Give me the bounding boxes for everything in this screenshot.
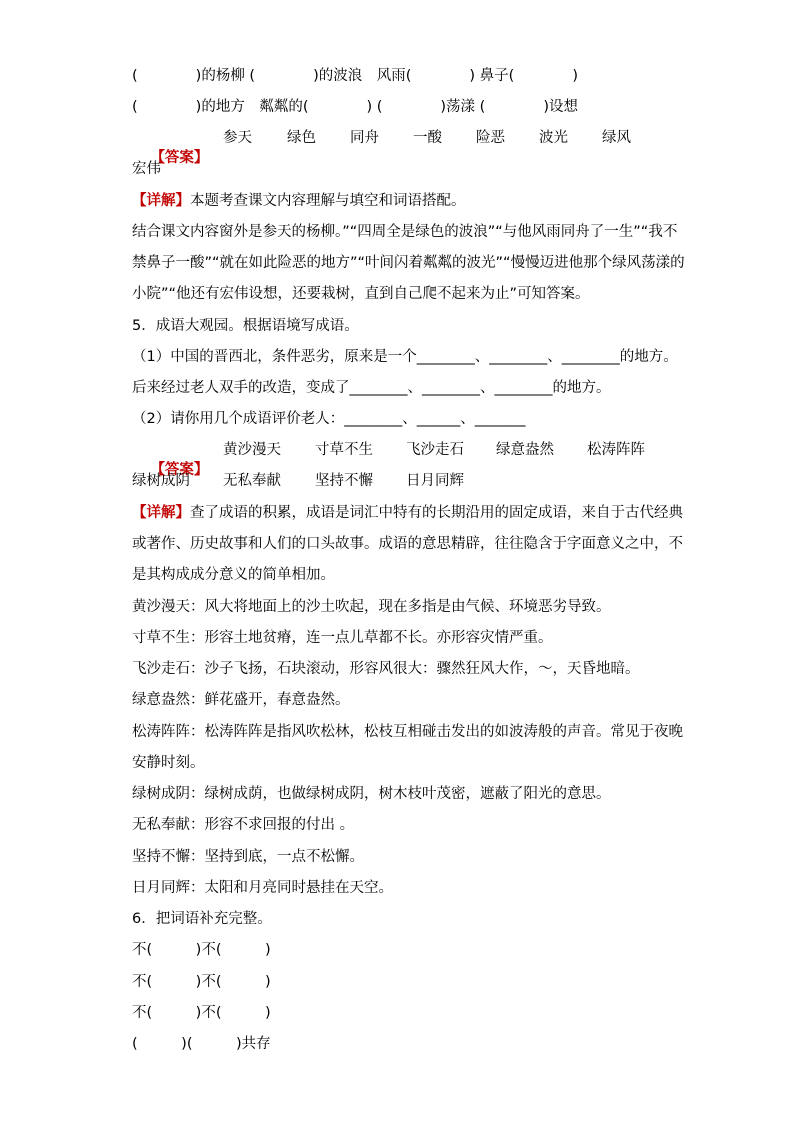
answer-row-1-cont: 宏伟 — [132, 161, 161, 177]
question-5-line-1: （1）中国的晋西北，条件恶劣，原来是一个________、________、________的地方。 — [132, 349, 678, 365]
detail-5-line-8: 松涛阵阵：松涛阵阵是指风吹松林，松枝互相碰击发出的如波涛般的声音。常见于夜晚 — [132, 724, 683, 740]
detail-1-line-4: 小院”“他还有宏伟设想，还要栽树，直到自己爬不起来为止”可知答案。 — [132, 286, 590, 302]
question-6-line-2: 不( )不( ) — [132, 974, 271, 990]
question-5-line-3: （2）请你用几个成语评价老人：________、______、_______ — [132, 411, 526, 427]
answer-word: 一酸 — [413, 130, 442, 146]
detail-5-line-4: 黄沙漫天：风大将地面上的沙土吹起，现在多指是由气候、环境恶劣导致。 — [132, 599, 611, 615]
detail-5-line-1 — [132, 503, 683, 523]
answer-tag: 【答案】 — [150, 462, 209, 478]
answer-word: 日月同辉 — [406, 473, 464, 489]
answer-word: 无私奉献 — [223, 473, 281, 489]
fill-line-1: ( )的杨柳 ( )的波浪 风雨( ) 鼻子( ) — [132, 68, 578, 84]
answer-word: 寸草不生 — [315, 442, 373, 458]
answer-tag: 【答案】 — [150, 150, 209, 166]
detail-5-line-7: 绿意盎然：鲜花盛开，春意盎然。 — [132, 692, 350, 708]
answer-word: 波光 — [539, 130, 568, 146]
detail-tag: 【详解】 — [132, 505, 190, 521]
question-5-line-2: 后来经过老人双手的改造，变成了________、________、________的地方。 — [132, 380, 611, 396]
detail-5-line-11: 无私奉献：形容不求回报的付出 。 — [132, 817, 355, 833]
detail-5-line-6: 飞沙走石：沙子飞扬，石块滚动，形容风很大：骤然狂风大作，～，天昏地暗。 — [132, 661, 640, 677]
question-6-line-3: 不( )不( ) — [132, 1005, 271, 1021]
answer-word: 坚持不懈 — [315, 473, 373, 489]
detail-5-line-3: 是其构成成分意义的简单相加。 — [132, 567, 335, 583]
detail-5-line-13: 日月同辉：太阳和月亮同时悬挂在天空。 — [132, 880, 393, 896]
detail-5-line-2: 或著作、历史故事和人们的口头故事。成语的意思精辟，往往隐含于字面意义之中，不 — [132, 536, 683, 552]
detail-5-line-10: 绿树成阴：绿树成荫，也做绿树成阴，树木枝叶茂密，遮蔽了阳光的意思。 — [132, 786, 611, 802]
answer-word: 飞沙走石 — [406, 442, 464, 458]
answer-word: 参天 — [223, 130, 252, 146]
answer-word: 险恶 — [476, 130, 505, 146]
detail-5-line-12: 坚持不懈：坚持到底，一点不松懈。 — [132, 849, 364, 865]
detail-text: 查了成语的积累，成语是词汇中特有的长期沿用的固定成语，来自于古代经典 — [190, 505, 683, 521]
detail-text: 本题考查课文内容理解与填空和词语搭配。 — [190, 193, 466, 209]
detail-1-line-1 — [132, 191, 466, 211]
question-6-line-4: ( )( )共存 — [132, 1036, 271, 1052]
question-6-title: 6．把词语补充完整。 — [132, 911, 272, 927]
answer-word: 同舟 — [350, 130, 379, 146]
answer-word: 绿色 — [287, 130, 316, 146]
answer-word: 绿风 — [602, 130, 631, 146]
answer-word: 松涛阵阵 — [587, 442, 645, 458]
detail-5-line-9: 安静时刻。 — [132, 755, 205, 771]
fill-line-2: ( )的地方 粼粼的( ) ( )荡漾 ( )设想 — [132, 99, 578, 115]
answer-word: 绿意盎然 — [496, 442, 554, 458]
detail-1-line-3: 禁鼻子一酸”“就在如此险恶的地方”“叶间闪着粼粼的波光”“慢慢迈进他那个绿风荡漾的 — [132, 255, 685, 271]
detail-5-line-5: 寸草不生：形容土地贫瘠，连一点儿草都不长。亦形容灾情严重。 — [132, 630, 553, 646]
question-6-line-1: 不( )不( ) — [132, 942, 271, 958]
detail-1-line-2: 结合课文内容窗外是参天的杨柳。”“四周全是绿色的波浪”“与他风雨同舟了一生”“我不 — [132, 224, 678, 240]
detail-tag: 【详解】 — [132, 193, 190, 209]
answer-word: 绿树成阴 — [132, 473, 190, 489]
question-5-title: 5．成语大观园。根据语境写成语。 — [132, 318, 359, 334]
answer-word: 黄沙漫天 — [223, 442, 281, 458]
